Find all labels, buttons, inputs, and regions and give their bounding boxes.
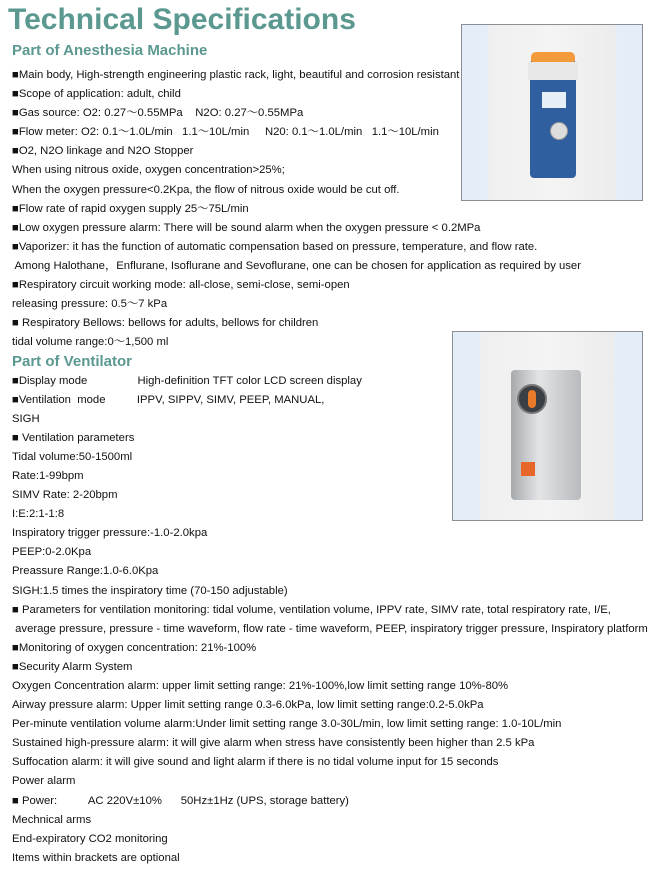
spec-line: Per-minute ventilation volume alarm:Under limit setting range 3.0-30L/min, low limit setting range: 1.0-10L/min [12, 718, 562, 731]
spec-line: Mechnical arms [12, 813, 92, 826]
bellows-photo [452, 331, 643, 521]
spec-line: average pressure, pressure - time waveform, flow rate - time waveform, PEEP, inspiratory trigger pressure, Inspiratory platform [12, 622, 648, 635]
spec-line: ■ Ventilation parameters [12, 431, 135, 444]
spec-line: ■Flow rate of rapid oxygen supply 25～75L/min [12, 202, 249, 215]
spec-line: End-expiratory CO2 monitoring [12, 832, 168, 845]
spec-line: Rate:1-99bpm [12, 469, 84, 482]
spec-line: Preassure Range:1.0-6.0Kpa [12, 565, 159, 578]
spec-line: ■O2, N2O linkage and N2O Stopper [12, 145, 194, 158]
spec-line: ■Flow meter: O2: 0.1～1.0L/min 1.1～10L/min N20: 0.1～1.0L/min 1.1～10L/min [12, 126, 439, 139]
spec-line: ■Gas source: O2: 0.27～0.55MPa N2O: 0.27～0.55MPa [12, 107, 304, 120]
spec-line: ■Display mode High-definition TFT color LCD screen display [12, 374, 362, 387]
spec-line: Inspiratory trigger pressure:-1.0-2.0kpa [12, 527, 208, 540]
spec-line: Oxygen Concentration alarm: upper limit setting range: 21%-100%,low limit setting range 10%-80% [12, 680, 509, 692]
spec-line: Tidal volume:50-1500ml [12, 450, 133, 463]
spec-line: ■ Parameters for ventilation monitoring: tidal volume, ventilation volume, IPPV rate, SIMV rate, total respiratory rate, I/E, [12, 603, 611, 616]
spec-line: ■Vaporizer: it has the function of automatic compensation based on pressure, temperature, and flow rate. [12, 240, 538, 253]
section-heading-ventilator: Part of Ventilator [12, 353, 133, 371]
spec-line: I:E:2:1-1:8 [12, 508, 65, 521]
spec-line: ■Main body, High-strength engineering plastic rack, light, beautiful and corrosion resistant [12, 69, 460, 81]
spec-line: tidal volume range:0～1,500 ml [12, 336, 169, 349]
spec-line: Items within brackets are optional [12, 851, 180, 864]
spec-line: When using nitrous oxide, oxygen concentration>25%; [12, 164, 285, 177]
spec-line: SIGH [12, 412, 40, 425]
spec-line: SIGH:1.5 times the inspiratory time (70-150 adjustable) [12, 584, 288, 597]
vaporizer-photo [461, 24, 643, 201]
spec-line: PEEP:0-2.0Kpa [12, 546, 92, 559]
page-title: Technical Specifications [8, 3, 356, 36]
spec-line: ■Monitoring of oxygen concentration: 21%-100% [12, 641, 257, 654]
spec-line: releasing pressure: 0.5～7 kPa [12, 298, 168, 311]
spec-line: ■Security Alarm System [12, 660, 133, 673]
spec-line: Sustained high-pressure alarm: it will give alarm when stress have consistently been higher than 2.5 kPa [12, 737, 535, 750]
spec-line: ■Scope of application: adult, child [12, 88, 181, 101]
spec-line: Airway pressure alarm: Upper limit setting range 0.3-6.0kPa, low limit setting range:0.2-5.0kPa [12, 699, 484, 712]
bellows-image [511, 370, 581, 500]
spec-line: ■ Respiratory Bellows: bellows for adults, bellows for children [12, 317, 319, 330]
vaporizer-image [530, 60, 576, 178]
spec-line: ■ Power: AC 220V±10% 50Hz±1Hz (UPS, storage battery) [12, 794, 349, 807]
spec-line: When the oxygen pressure<0.2Kpa, the flow of nitrous oxide would be cut off. [12, 183, 400, 196]
spec-line: Among Halothane，Enflurane, Isoflurane and Sevoflurane, one can be chosen for application as required by user [12, 259, 581, 272]
spec-line: Power alarm [12, 775, 76, 788]
spec-line: ■Respiratory circuit working mode: all-close, semi-close, semi-open [12, 279, 350, 292]
spec-line: ■Ventilation mode IPPV, SIPPV, SIMV, PEEP, MANUAL, [12, 393, 325, 406]
section-heading-anesthesia: Part of Anesthesia Machine [12, 42, 208, 59]
spec-line: SIMV Rate: 2-20bpm [12, 489, 118, 502]
spec-line: Suffocation alarm: it will give sound and light alarm if there is no tidal volume input for 15 seconds [12, 756, 499, 769]
spec-line: ■Low oxygen pressure alarm: There will be sound alarm when the oxygen pressure < 0.2MPa [12, 221, 481, 234]
